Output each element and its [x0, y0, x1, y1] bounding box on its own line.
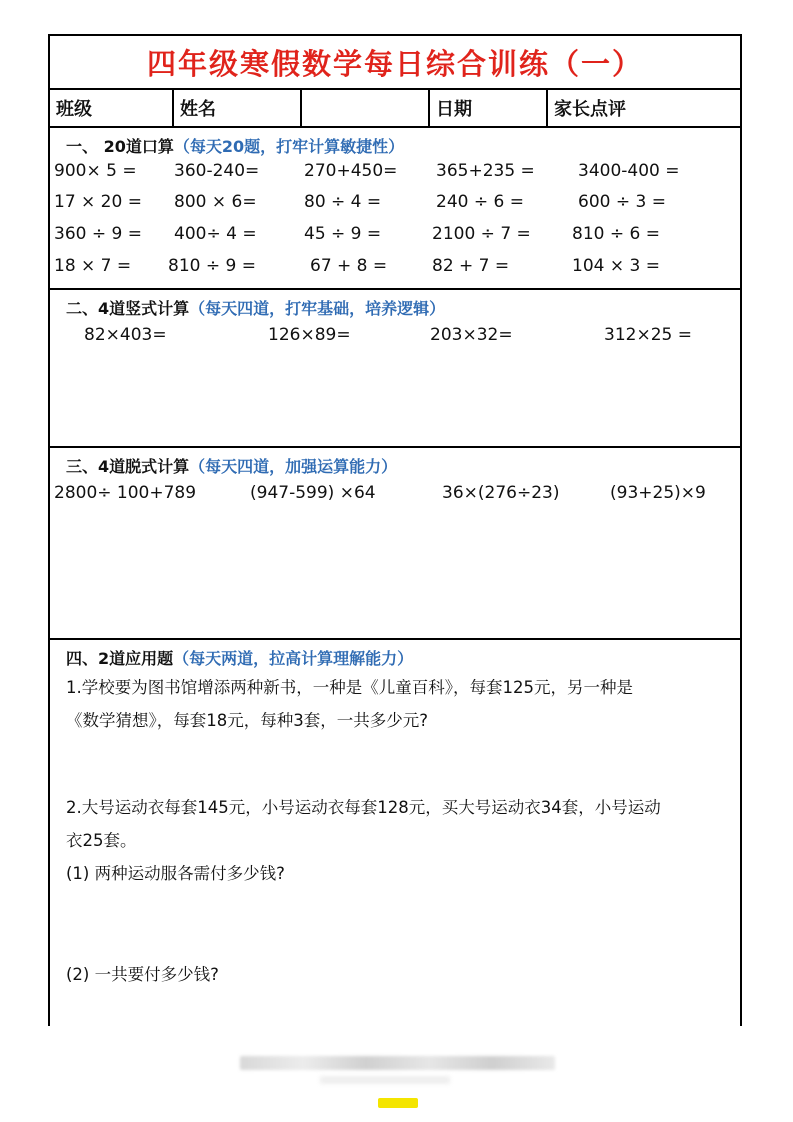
problem-2-line-2: 衣25套。 [66, 831, 137, 850]
oral-item: 600 ÷ 3 = [578, 192, 666, 212]
oral-item: 80 ÷ 4 = [304, 192, 382, 212]
section-1-note: （每天20题，打牢计算敏捷性） [173, 137, 405, 156]
oral-item: 45 ÷ 9 = [304, 224, 382, 244]
problem-1 [50, 671, 740, 737]
section-1-heading [50, 128, 740, 157]
oral-item: 400÷ 4 = [174, 224, 257, 244]
worksheet [48, 34, 742, 1026]
section-3-title: 三、4道脱式计算 [66, 457, 190, 476]
section-4-note: （每天两道，拉高计算理解能力） [173, 649, 414, 668]
oral-item: 270+450= [304, 161, 398, 181]
problem-1-line-1: 1.学校要为图书馆增添两种新书，一种是《儿童百科》，每套125元，另一种是 [66, 678, 633, 697]
oral-item: 810 ÷ 6 = [572, 224, 660, 244]
section-1-title: 一、 20道口算 [66, 137, 174, 156]
oral-item: 82 + 7 = [432, 256, 510, 276]
section-2-note: （每天四道，打牢基础，培养逻辑） [189, 299, 446, 318]
section-vertical-calc [50, 290, 740, 448]
class-label: 班级 [50, 90, 174, 126]
date-label: 日期 [430, 90, 548, 126]
parent-comment-label: 家长点评 [554, 99, 626, 120]
oral-item: 810 ÷ 9 = [168, 256, 256, 276]
problem-2-sub-2: (2) 一共要付多少钱? [66, 965, 219, 984]
problem-1-line-2: 《数学猜想》，每套18元，每种3套，一共多少元? [66, 711, 429, 730]
oral-item: 2100 ÷ 7 = [432, 224, 531, 244]
section-step-calc [50, 448, 740, 640]
section-4-title: 四、2道应用题 [66, 649, 174, 668]
problem-2-line-1: 2.大号运动衣每套145元，小号运动衣每套128元，买大号运动衣34套，小号运动 [66, 798, 661, 817]
page-number-highlight [378, 1098, 418, 1108]
oral-item: 67 + 8 = [310, 256, 388, 276]
section-oral-calc [50, 128, 740, 290]
oral-item: 360-240= [174, 161, 260, 181]
blurred-footer-text [240, 1056, 555, 1070]
step-calc-item: (93+25)×9 [610, 483, 706, 503]
worksheet-title: 四年级寒假数学每日综合训练（一） [50, 36, 740, 90]
oral-item: 900× 5 = [54, 161, 137, 181]
oral-item: 240 ÷ 6 = [436, 192, 524, 212]
step-calc-item: 2800÷ 100+789 [54, 483, 197, 503]
blurred-footer-subtext [320, 1076, 450, 1084]
vertical-calc-item: 203×32= [430, 325, 513, 345]
vertical-calc-item: 126×89= [268, 325, 351, 345]
step-calc-item: (947-599) ×64 [250, 483, 376, 503]
oral-item: 3400-400 = [578, 161, 680, 181]
vertical-calc-item: 312×25 = [604, 325, 692, 345]
oral-item: 18 × 7 = [54, 256, 132, 276]
vertical-calc-item: 82×403= [84, 325, 167, 345]
section-3-heading [50, 448, 740, 477]
problem-2 [50, 791, 740, 991]
oral-item: 800 × 6= [174, 192, 257, 212]
section-2-heading [50, 290, 740, 319]
section-3-note: （每天四道，加强运算能力） [189, 457, 398, 476]
section-2-title: 二、4道竖式计算 [66, 299, 190, 318]
oral-item: 365+235 = [436, 161, 535, 181]
step-calc-item: 36×(276÷23) [442, 483, 560, 503]
oral-item: 17 × 20 = [54, 192, 142, 212]
name-label: 姓名 [174, 90, 302, 126]
name-field[interactable] [302, 90, 430, 126]
section-word-problems [50, 640, 740, 991]
oral-item: 360 ÷ 9 = [54, 224, 142, 244]
problem-2-sub-1: (1) 两种运动服各需付多少钱? [66, 864, 285, 883]
info-row [50, 90, 740, 128]
section-4-heading [50, 640, 740, 669]
oral-item: 104 × 3 = [572, 256, 660, 276]
